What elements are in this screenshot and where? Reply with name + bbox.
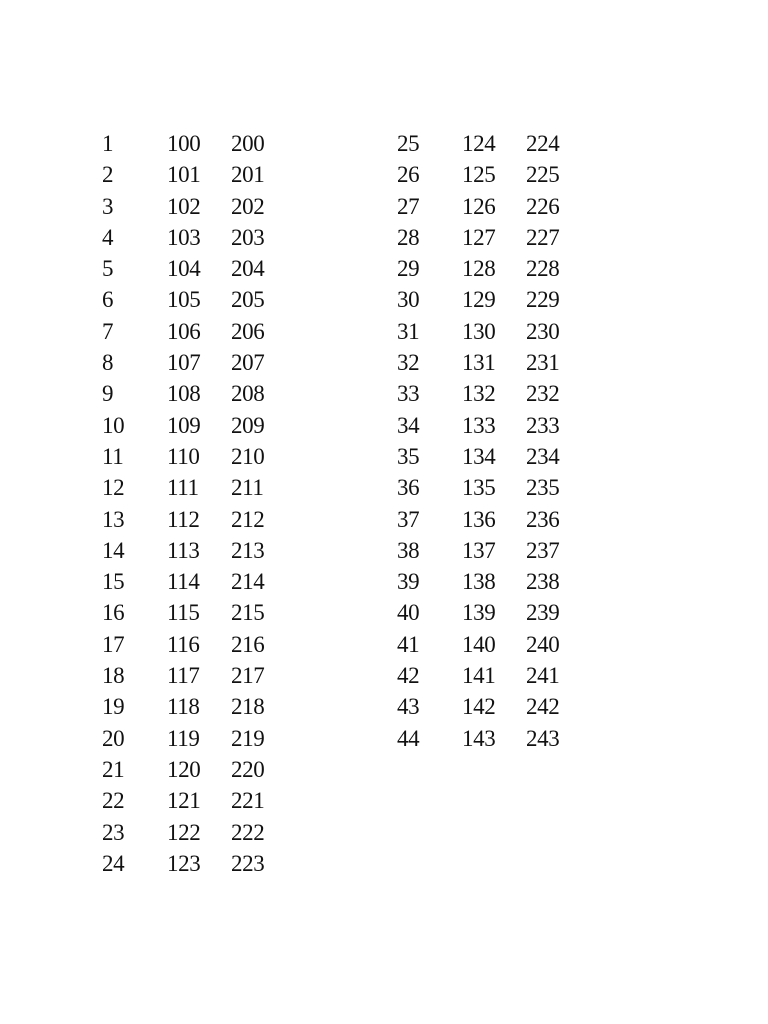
- table-cell: 232: [526, 381, 560, 407]
- table-row: [102, 660, 302, 691]
- table-row: [397, 191, 597, 222]
- table-row: [397, 284, 597, 315]
- table-cell: 23: [102, 819, 125, 845]
- table-row: [102, 191, 302, 222]
- table-cell: 239: [526, 600, 560, 626]
- table-row: [102, 347, 302, 378]
- table-row: [397, 347, 597, 378]
- table-cell: 132: [462, 381, 496, 407]
- table-cell: 140: [462, 631, 496, 657]
- table-cell: 235: [526, 475, 560, 501]
- table-cell: 39: [397, 569, 420, 595]
- table-cell: 5: [102, 256, 114, 282]
- table-row: [102, 504, 302, 535]
- table-row: [102, 629, 302, 660]
- table-cell: 21: [102, 756, 125, 782]
- number-column-right: [397, 128, 597, 754]
- table-cell: 19: [102, 694, 125, 720]
- table-cell: 136: [462, 506, 496, 532]
- table-cell: 31: [397, 318, 420, 344]
- table-cell: 41: [397, 631, 420, 657]
- table-row: [102, 159, 302, 190]
- table-cell: 2: [102, 162, 114, 188]
- table-cell: 104: [167, 256, 201, 282]
- table-row: [102, 253, 302, 284]
- table-cell: 123: [167, 850, 201, 876]
- table-cell: 229: [526, 287, 560, 313]
- table-row: [102, 566, 302, 597]
- table-cell: 103: [167, 224, 201, 250]
- table-cell: 117: [167, 663, 200, 689]
- table-cell: 37: [397, 506, 420, 532]
- table-cell: 43: [397, 694, 420, 720]
- table-cell: 212: [231, 506, 265, 532]
- table-cell: 14: [102, 537, 125, 563]
- table-cell: 100: [167, 131, 201, 156]
- table-cell: 34: [397, 412, 420, 438]
- table-row: [397, 597, 597, 628]
- table-cell: 116: [167, 631, 200, 657]
- table-cell: 241: [526, 663, 560, 689]
- table-cell: 125: [462, 162, 496, 188]
- table-cell: 121: [167, 788, 201, 814]
- table-row: [397, 441, 597, 472]
- table-cell: 113: [167, 537, 200, 563]
- table-cell: 27: [397, 193, 420, 219]
- table-cell: 118: [167, 694, 200, 720]
- table-cell: 201: [231, 162, 265, 188]
- table-cell: 202: [231, 193, 265, 219]
- table-cell: 222: [231, 819, 265, 845]
- table-cell: 243: [526, 725, 560, 751]
- table-cell: 40: [397, 600, 420, 626]
- table-cell: 238: [526, 569, 560, 595]
- table-cell: 16: [102, 600, 125, 626]
- table-row: [397, 566, 597, 597]
- table-cell: 207: [231, 350, 265, 376]
- table-cell: 204: [231, 256, 265, 282]
- table-cell: 211: [231, 475, 264, 501]
- table-row: [102, 785, 302, 816]
- table-cell: 223: [231, 850, 265, 876]
- table-cell: 128: [462, 256, 496, 282]
- table-cell: 126: [462, 193, 496, 219]
- table-cell: 35: [397, 443, 420, 469]
- table-row: [102, 754, 302, 785]
- table-row: [102, 378, 302, 409]
- table-cell: 217: [231, 663, 265, 689]
- table-row: [397, 253, 597, 284]
- table-row: [102, 222, 302, 253]
- table-row: [102, 723, 302, 754]
- table-cell: 102: [167, 193, 201, 219]
- table-cell: 24: [102, 850, 125, 876]
- table-cell: 3: [102, 193, 114, 219]
- table-cell: 25: [397, 131, 420, 156]
- table-cell: 214: [231, 569, 265, 595]
- table-cell: 237: [526, 537, 560, 563]
- table-cell: 10: [102, 412, 125, 438]
- table-cell: 219: [231, 725, 265, 751]
- table-cell: 7: [102, 318, 114, 344]
- table-cell: 109: [167, 412, 201, 438]
- table-row: [397, 723, 597, 754]
- table-cell: 230: [526, 318, 560, 344]
- table-row: [102, 284, 302, 315]
- table-cell: 226: [526, 193, 560, 219]
- table-cell: 6: [102, 287, 114, 313]
- table-cell: 9: [102, 381, 114, 407]
- table-cell: 233: [526, 412, 560, 438]
- table-row: [397, 128, 597, 159]
- table-cell: 240: [526, 631, 560, 657]
- table-cell: 120: [167, 756, 201, 782]
- table-cell: 236: [526, 506, 560, 532]
- table-cell: 224: [526, 131, 560, 156]
- table-row: [397, 378, 597, 409]
- table-cell: 30: [397, 287, 420, 313]
- table-cell: 127: [462, 224, 496, 250]
- number-column-left: [102, 128, 302, 879]
- table-cell: 119: [167, 725, 200, 751]
- table-cell: 200: [231, 131, 265, 156]
- table-row: [397, 535, 597, 566]
- table-cell: 216: [231, 631, 265, 657]
- table-cell: 105: [167, 287, 201, 313]
- table-cell: 209: [231, 412, 265, 438]
- table-cell: 26: [397, 162, 420, 188]
- table-cell: 110: [167, 443, 200, 469]
- table-cell: 228: [526, 256, 560, 282]
- table-row: [102, 535, 302, 566]
- table-cell: 36: [397, 475, 420, 501]
- table-cell: 137: [462, 537, 496, 563]
- table-row: [102, 316, 302, 347]
- table-cell: 131: [462, 350, 496, 376]
- table-row: [102, 472, 302, 503]
- table-cell: 101: [167, 162, 201, 188]
- table-cell: 44: [397, 725, 420, 751]
- table-cell: 221: [231, 788, 265, 814]
- table-cell: 208: [231, 381, 265, 407]
- table-cell: 129: [462, 287, 496, 313]
- table-cell: 122: [167, 819, 201, 845]
- table-cell: 234: [526, 443, 560, 469]
- table-row: [397, 159, 597, 190]
- table-row: [397, 660, 597, 691]
- table-cell: 1: [102, 131, 114, 156]
- table-row: [102, 128, 302, 159]
- table-cell: 106: [167, 318, 201, 344]
- table-row: [397, 629, 597, 660]
- table-cell: 112: [167, 506, 200, 532]
- table-cell: 18: [102, 663, 125, 689]
- table-cell: 218: [231, 694, 265, 720]
- table-cell: 141: [462, 663, 496, 689]
- table-cell: 138: [462, 569, 496, 595]
- table-cell: 227: [526, 224, 560, 250]
- table-cell: 225: [526, 162, 560, 188]
- table-cell: 115: [167, 600, 200, 626]
- table-cell: 213: [231, 537, 265, 563]
- table-cell: 22: [102, 788, 125, 814]
- table-cell: 134: [462, 443, 496, 469]
- table-row: [102, 848, 302, 879]
- table-cell: 133: [462, 412, 496, 438]
- table-cell: 29: [397, 256, 420, 282]
- table-cell: 210: [231, 443, 265, 469]
- table-cell: 11: [102, 443, 124, 469]
- table-row: [102, 410, 302, 441]
- table-cell: 17: [102, 631, 125, 657]
- table-cell: 135: [462, 475, 496, 501]
- table-cell: 124: [462, 131, 496, 156]
- table-cell: 242: [526, 694, 560, 720]
- table-cell: 13: [102, 506, 125, 532]
- table-cell: 20: [102, 725, 125, 751]
- table-cell: 107: [167, 350, 201, 376]
- table-cell: 139: [462, 600, 496, 626]
- table-cell: 130: [462, 318, 496, 344]
- table-row: [397, 410, 597, 441]
- table-cell: 111: [167, 475, 199, 501]
- table-cell: 108: [167, 381, 201, 407]
- table-cell: 215: [231, 600, 265, 626]
- table-row: [102, 441, 302, 472]
- table-cell: 203: [231, 224, 265, 250]
- table-cell: 33: [397, 381, 420, 407]
- table-cell: 143: [462, 725, 496, 751]
- table-row: [397, 316, 597, 347]
- table-cell: 28: [397, 224, 420, 250]
- table-cell: 15: [102, 569, 125, 595]
- table-row: [102, 691, 302, 722]
- table-row: [397, 222, 597, 253]
- table-cell: 231: [526, 350, 560, 376]
- table-cell: 114: [167, 569, 200, 595]
- table-cell: 8: [102, 350, 114, 376]
- table-row: [397, 504, 597, 535]
- table-row: [102, 817, 302, 848]
- table-cell: 32: [397, 350, 420, 376]
- table-cell: 38: [397, 537, 420, 563]
- table-cell: 42: [397, 663, 420, 689]
- table-cell: 205: [231, 287, 265, 313]
- table-cell: 142: [462, 694, 496, 720]
- table-row: [102, 597, 302, 628]
- table-cell: 12: [102, 475, 125, 501]
- table-cell: 4: [102, 224, 114, 250]
- table-row: [397, 472, 597, 503]
- table-cell: 206: [231, 318, 265, 344]
- table-cell: 220: [231, 756, 265, 782]
- table-row: [397, 691, 597, 722]
